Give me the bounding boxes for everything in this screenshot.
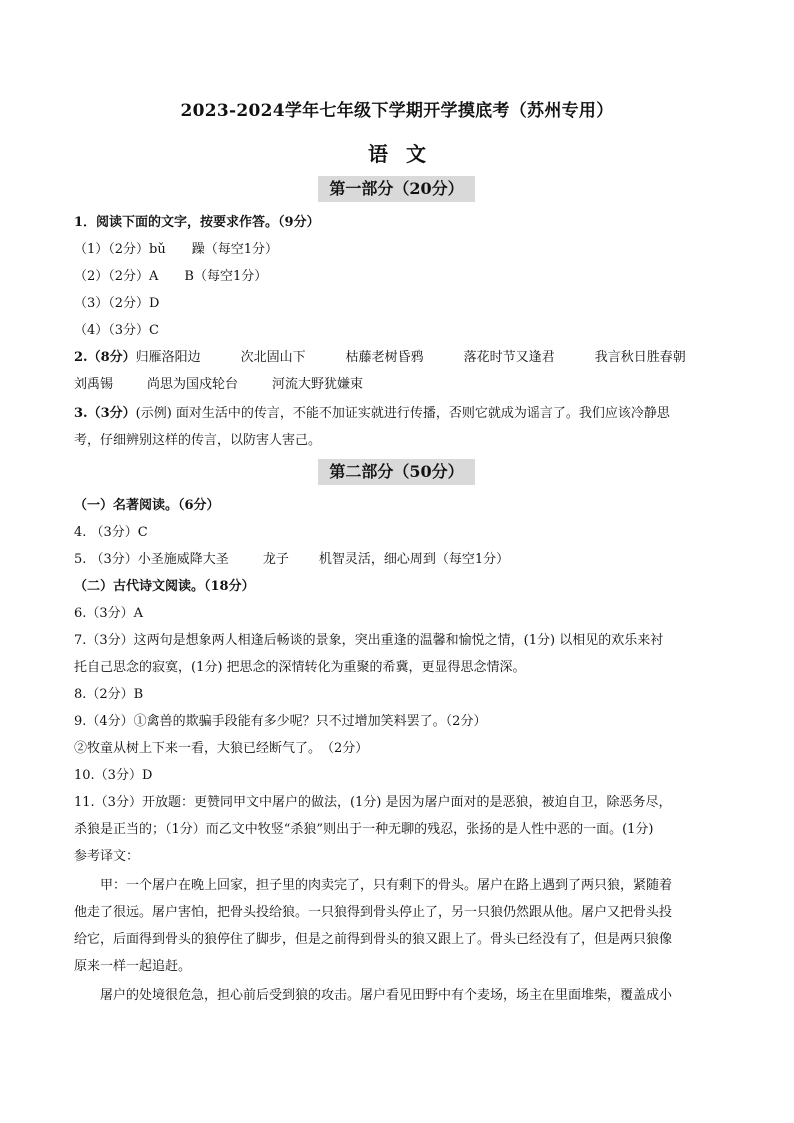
q2-line-1 [74, 349, 686, 367]
q9-line-2: ②牧童从树上下来一看，大狼已经断气了。 （2分） [74, 741, 369, 756]
translation-label: 参考译文： [74, 849, 140, 864]
q2-item: 我言秋日胜春朝 [594, 350, 686, 365]
q2-label: 2.（8分） [74, 350, 136, 365]
q2-item: 次北固山下 [240, 350, 306, 365]
translation-p1-line: 给它，后面得到骨头的狼停住了脚步，但是之前得到骨头的狼又跟上了。骨头已经没有了，但是两只狼像 [74, 932, 673, 947]
q5-part: 龙子 [262, 552, 289, 567]
q2-item: 归雁洛阳边 [135, 350, 201, 365]
q2-item: 落花时节又逢君 [463, 350, 555, 365]
q7-line-1: 7.（3分）这两句是想象两人相逢后畅谈的景象，突出重逢的温馨和愉悦之情，(1分) 以相见的欢乐来衬 [74, 633, 664, 648]
q1-heading: 1．阅读下面的文字，按要求作答。（9分） [74, 215, 320, 230]
q6-answer: 6.（3分）A [74, 606, 144, 621]
q2-item: 刘禹锡 [74, 377, 114, 392]
q8-answer: 8.（2分）B [74, 687, 144, 702]
document-title: 2023-2024学年七年级下学期开学摸底考（苏州专用） [180, 101, 614, 121]
q2-item: 尚思为国戍轮台 [147, 377, 239, 392]
q1-answer-2: （2）（2分）A B（每空1分） [74, 269, 268, 284]
q2-item: 河流大野犹嫌束 [272, 377, 364, 392]
translation-p1-line: 甲：一个屠户在晚上回家，担子里的肉卖完了，只有剩下的骨头。屠户在路上遇到了两只狼，紧随着 [100, 878, 673, 893]
q1-answer-1: （1）（2分）bǔ 躁（每空1分） [74, 242, 279, 257]
q7-line-2: 托自己思念的寂寞，(1分) 把思念的深情转化为重聚的希冀，更显得思念情深。 [74, 660, 526, 675]
q4-answer: 4. （3分）C [74, 525, 148, 540]
translation-p1-line: 他走了很远。屠户害怕，把骨头投给狼。一只狼得到骨头停止了，另一只狼仍然跟从他。屠户又把骨头投 [74, 905, 673, 920]
q1-answer-3: （3）（2分）D [74, 296, 160, 311]
subject-title: 语文 [368, 142, 444, 166]
part2-heading: 第二部分（50分） [318, 459, 475, 485]
section-2-heading: （二）古代诗文阅读。（18分） [74, 579, 255, 594]
translation-p1-line: 原来一样一起追赶。 [74, 959, 192, 974]
translation-p2-line: 屠户的处境很危急，担心前后受到狼的攻击。屠户看见田野中有个麦场，场主在里面堆柴，覆盖成小 [100, 988, 673, 1003]
q3-line-2: 考，仔细辨别这样的传言，以防害人害己。 [74, 433, 322, 448]
q2-line-2 [74, 376, 363, 394]
q3-label: 3.（3分） [74, 406, 136, 421]
q2-item: 枯藤老树昏鸦 [345, 350, 424, 365]
section-1-heading: （一）名著阅读。（6分） [74, 498, 220, 513]
q10-answer: 10.（3分）D [74, 768, 153, 783]
q1-answer-4: （4）（3分）C [74, 323, 159, 338]
q9-line-1: 9.（4分）①禽兽的欺骗手段能有多少呢？只不过增加笑料罢了。（2分） [74, 714, 487, 729]
q5-part: 机智灵活，细心周到（每空1分） [318, 552, 510, 567]
q11-line-2: 杀狼是正当的；（1分）而乙文中牧竖“杀狼”则出于一种无聊的残忍，张扬的是人性中恶的一面。(1分) [74, 822, 654, 837]
q3-line-1 [74, 405, 670, 423]
q5-part: 5. （3分）小圣施威降大圣 [74, 552, 229, 567]
q11-line-1: 11.（3分）开放题：更赞同甲文中屠户的做法，(1分) 是因为屠户面对的是恶狼，被迫自卫，除恶务尽， [74, 795, 672, 810]
q3-text: (示例) 面对生活中的传言，不能不加证实就进行传播，否则它就成为谣言了。我们应该冷静思 [135, 406, 670, 421]
part1-heading: 第一部分（20分） [318, 176, 475, 202]
q5-answer [74, 551, 509, 569]
